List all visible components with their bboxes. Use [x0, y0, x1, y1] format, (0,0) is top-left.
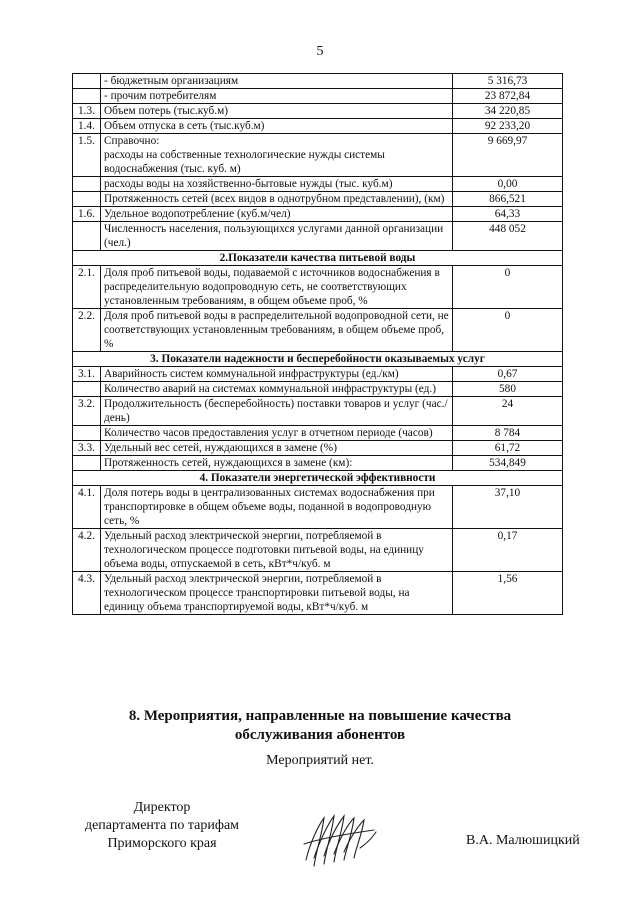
- table-row: [73, 177, 563, 192]
- row-number: [73, 74, 101, 89]
- row-number: 1.6.: [73, 207, 101, 222]
- signature-title-block: [62, 799, 262, 853]
- row-number: [73, 89, 101, 104]
- table-row: [73, 222, 563, 251]
- indicator-text: Доля потерь воды в централизованных системах водоснабжения при транспортировке в общем объеме воды, поданной в водопроводную сеть, %: [101, 486, 453, 529]
- row-number: [73, 426, 101, 441]
- indicator-text: Протяженность сетей (всех видов в однотрубном представлении), (км): [101, 192, 453, 207]
- indicator-value: 0: [453, 266, 563, 309]
- indicator-value: 1,56: [453, 572, 563, 615]
- indicator-text: Объем потерь (тыс.куб.м): [101, 104, 453, 119]
- indicator-value: 34 220,85: [453, 104, 563, 119]
- indicator-value: 9 669,97: [453, 134, 563, 177]
- table-row: [73, 119, 563, 134]
- table-row: [73, 382, 563, 397]
- table-row: [73, 572, 563, 615]
- indicator-value: 64,33: [453, 207, 563, 222]
- indicator-value: 866,521: [453, 192, 563, 207]
- table-row: [73, 134, 563, 177]
- row-number: 1.5.: [73, 134, 101, 177]
- indicator-text: - прочим потребителям: [101, 89, 453, 104]
- table-row: [73, 456, 563, 471]
- indicator-text: Количество часов предоставления услуг в отчетном периоде (часов): [101, 426, 453, 441]
- section-header-row: [73, 471, 563, 486]
- table-row: [73, 74, 563, 89]
- section-8-title-line2: обслуживания абонентов: [234, 727, 406, 743]
- row-number: 1.4.: [73, 119, 101, 134]
- row-number: 4.2.: [73, 529, 101, 572]
- signer-name: В.А. Малюшицкий: [466, 833, 580, 848]
- indicator-text: Протяженность сетей, нуждающихся в замене (км):: [101, 456, 453, 471]
- indicator-value: 448 052: [453, 222, 563, 251]
- table-row: [73, 426, 563, 441]
- table-row: [73, 89, 563, 104]
- indicator-text: Объем отпуска в сеть (тыс.куб.м): [101, 119, 453, 134]
- indicator-text: Продолжительность (бесперебойность) поставки товаров и услуг (час./день): [101, 397, 453, 426]
- indicator-text: Количество аварий на системах коммунальной инфраструктуры (ед.): [101, 382, 453, 397]
- row-number: 3.3.: [73, 441, 101, 456]
- row-number: [73, 382, 101, 397]
- row-number: 4.3.: [73, 572, 101, 615]
- row-number: [73, 192, 101, 207]
- table-row: [73, 441, 563, 456]
- indicator-text: расходы воды на хозяйственно-бытовые нужды (тыс. куб.м): [101, 177, 453, 192]
- section-title: 2.Показатели качества питьевой воды: [73, 251, 563, 266]
- indicator-text: Удельное водопотребление (куб.м/чел): [101, 207, 453, 222]
- row-number: 3.2.: [73, 397, 101, 426]
- table-row: [73, 192, 563, 207]
- indicator-text: - бюджетным организациям: [101, 74, 453, 89]
- indicator-text: Численность населения, пользующихся услугами данной организации (чел.): [101, 222, 453, 251]
- row-number: 2.2.: [73, 309, 101, 352]
- row-number: 2.1.: [73, 266, 101, 309]
- indicator-value: 0: [453, 309, 563, 352]
- indicator-value: 5 316,73: [453, 74, 563, 89]
- indicator-value: 24: [453, 397, 563, 426]
- indicator-text: Удельный вес сетей, нуждающихся в замене (%): [101, 441, 453, 456]
- page-number: 5: [316, 44, 324, 59]
- section-header-row: [73, 352, 563, 367]
- row-number: 3.1.: [73, 367, 101, 382]
- indicator-text: Удельный расход электрической энергии, потребляемой в технологическом процессе подготовки питьевой воды, на единицу объема воды, отпускаемой в сеть, кВт*ч/куб. м: [101, 529, 453, 572]
- no-activities-note: Мероприятий нет.: [266, 753, 374, 768]
- indicator-text: Аварийность систем коммунальной инфраструктуры (ед./км): [101, 367, 453, 382]
- row-number: [73, 177, 101, 192]
- indicator-value: 37,10: [453, 486, 563, 529]
- table-row: [73, 397, 563, 426]
- row-number: 1.3.: [73, 104, 101, 119]
- table-row: [73, 529, 563, 572]
- indicator-value: 0,17: [453, 529, 563, 572]
- handwritten-signature: [300, 808, 380, 873]
- section-title: 3. Показатели надежности и бесперебойности оказываемых услуг: [73, 352, 563, 367]
- row-number: [73, 456, 101, 471]
- table-row: [73, 266, 563, 309]
- indicator-text: Справочно: расходы на собственные технологические нужды системы водоснабжения (тыс. куб. м): [101, 134, 453, 177]
- indicator-value: 534,849: [453, 456, 563, 471]
- section-header-row: [73, 251, 563, 266]
- section-8-heading: [0, 707, 640, 745]
- indicator-value: 23 872,84: [453, 89, 563, 104]
- table-row: [73, 367, 563, 382]
- indicator-text: Доля проб питьевой воды в распределительной водопроводной сети, не соответствующих установленным требованиям, в общем объеме проб, %: [101, 309, 453, 352]
- section-8-title-line1: 8. Мероприятия, направленные на повышение качества: [128, 708, 512, 724]
- indicator-value: 580: [453, 382, 563, 397]
- table-row: [73, 207, 563, 222]
- row-number: 4.1.: [73, 486, 101, 529]
- indicator-value: 0,00: [453, 177, 563, 192]
- indicator-value: 92 233,20: [453, 119, 563, 134]
- row-number: [73, 222, 101, 251]
- signer-department: департамента по тарифам: [84, 818, 240, 833]
- table-row: [73, 486, 563, 529]
- indicator-text: Доля проб питьевой воды, подаваемой с источников водоснабжения в распределительную водопроводную сеть, не соответствующих установленным требованиям, в общем объеме проб, %: [101, 266, 453, 309]
- indicator-text: Удельный расход электрической энергии, потребляемой в технологическом процессе транспортировки питьевой воды, на единицу объема транспортируемой воды, кВт*ч/куб. м: [101, 572, 453, 615]
- table-row: [73, 104, 563, 119]
- indicators-table: [72, 73, 563, 615]
- signer-position: Директор: [133, 800, 191, 815]
- indicator-value: 0,67: [453, 367, 563, 382]
- indicator-value: 61,72: [453, 441, 563, 456]
- table-row: [73, 309, 563, 352]
- indicator-value: 8 784: [453, 426, 563, 441]
- signer-region: Приморского края: [107, 836, 217, 851]
- section-title: 4. Показатели энергетической эффективности: [73, 471, 563, 486]
